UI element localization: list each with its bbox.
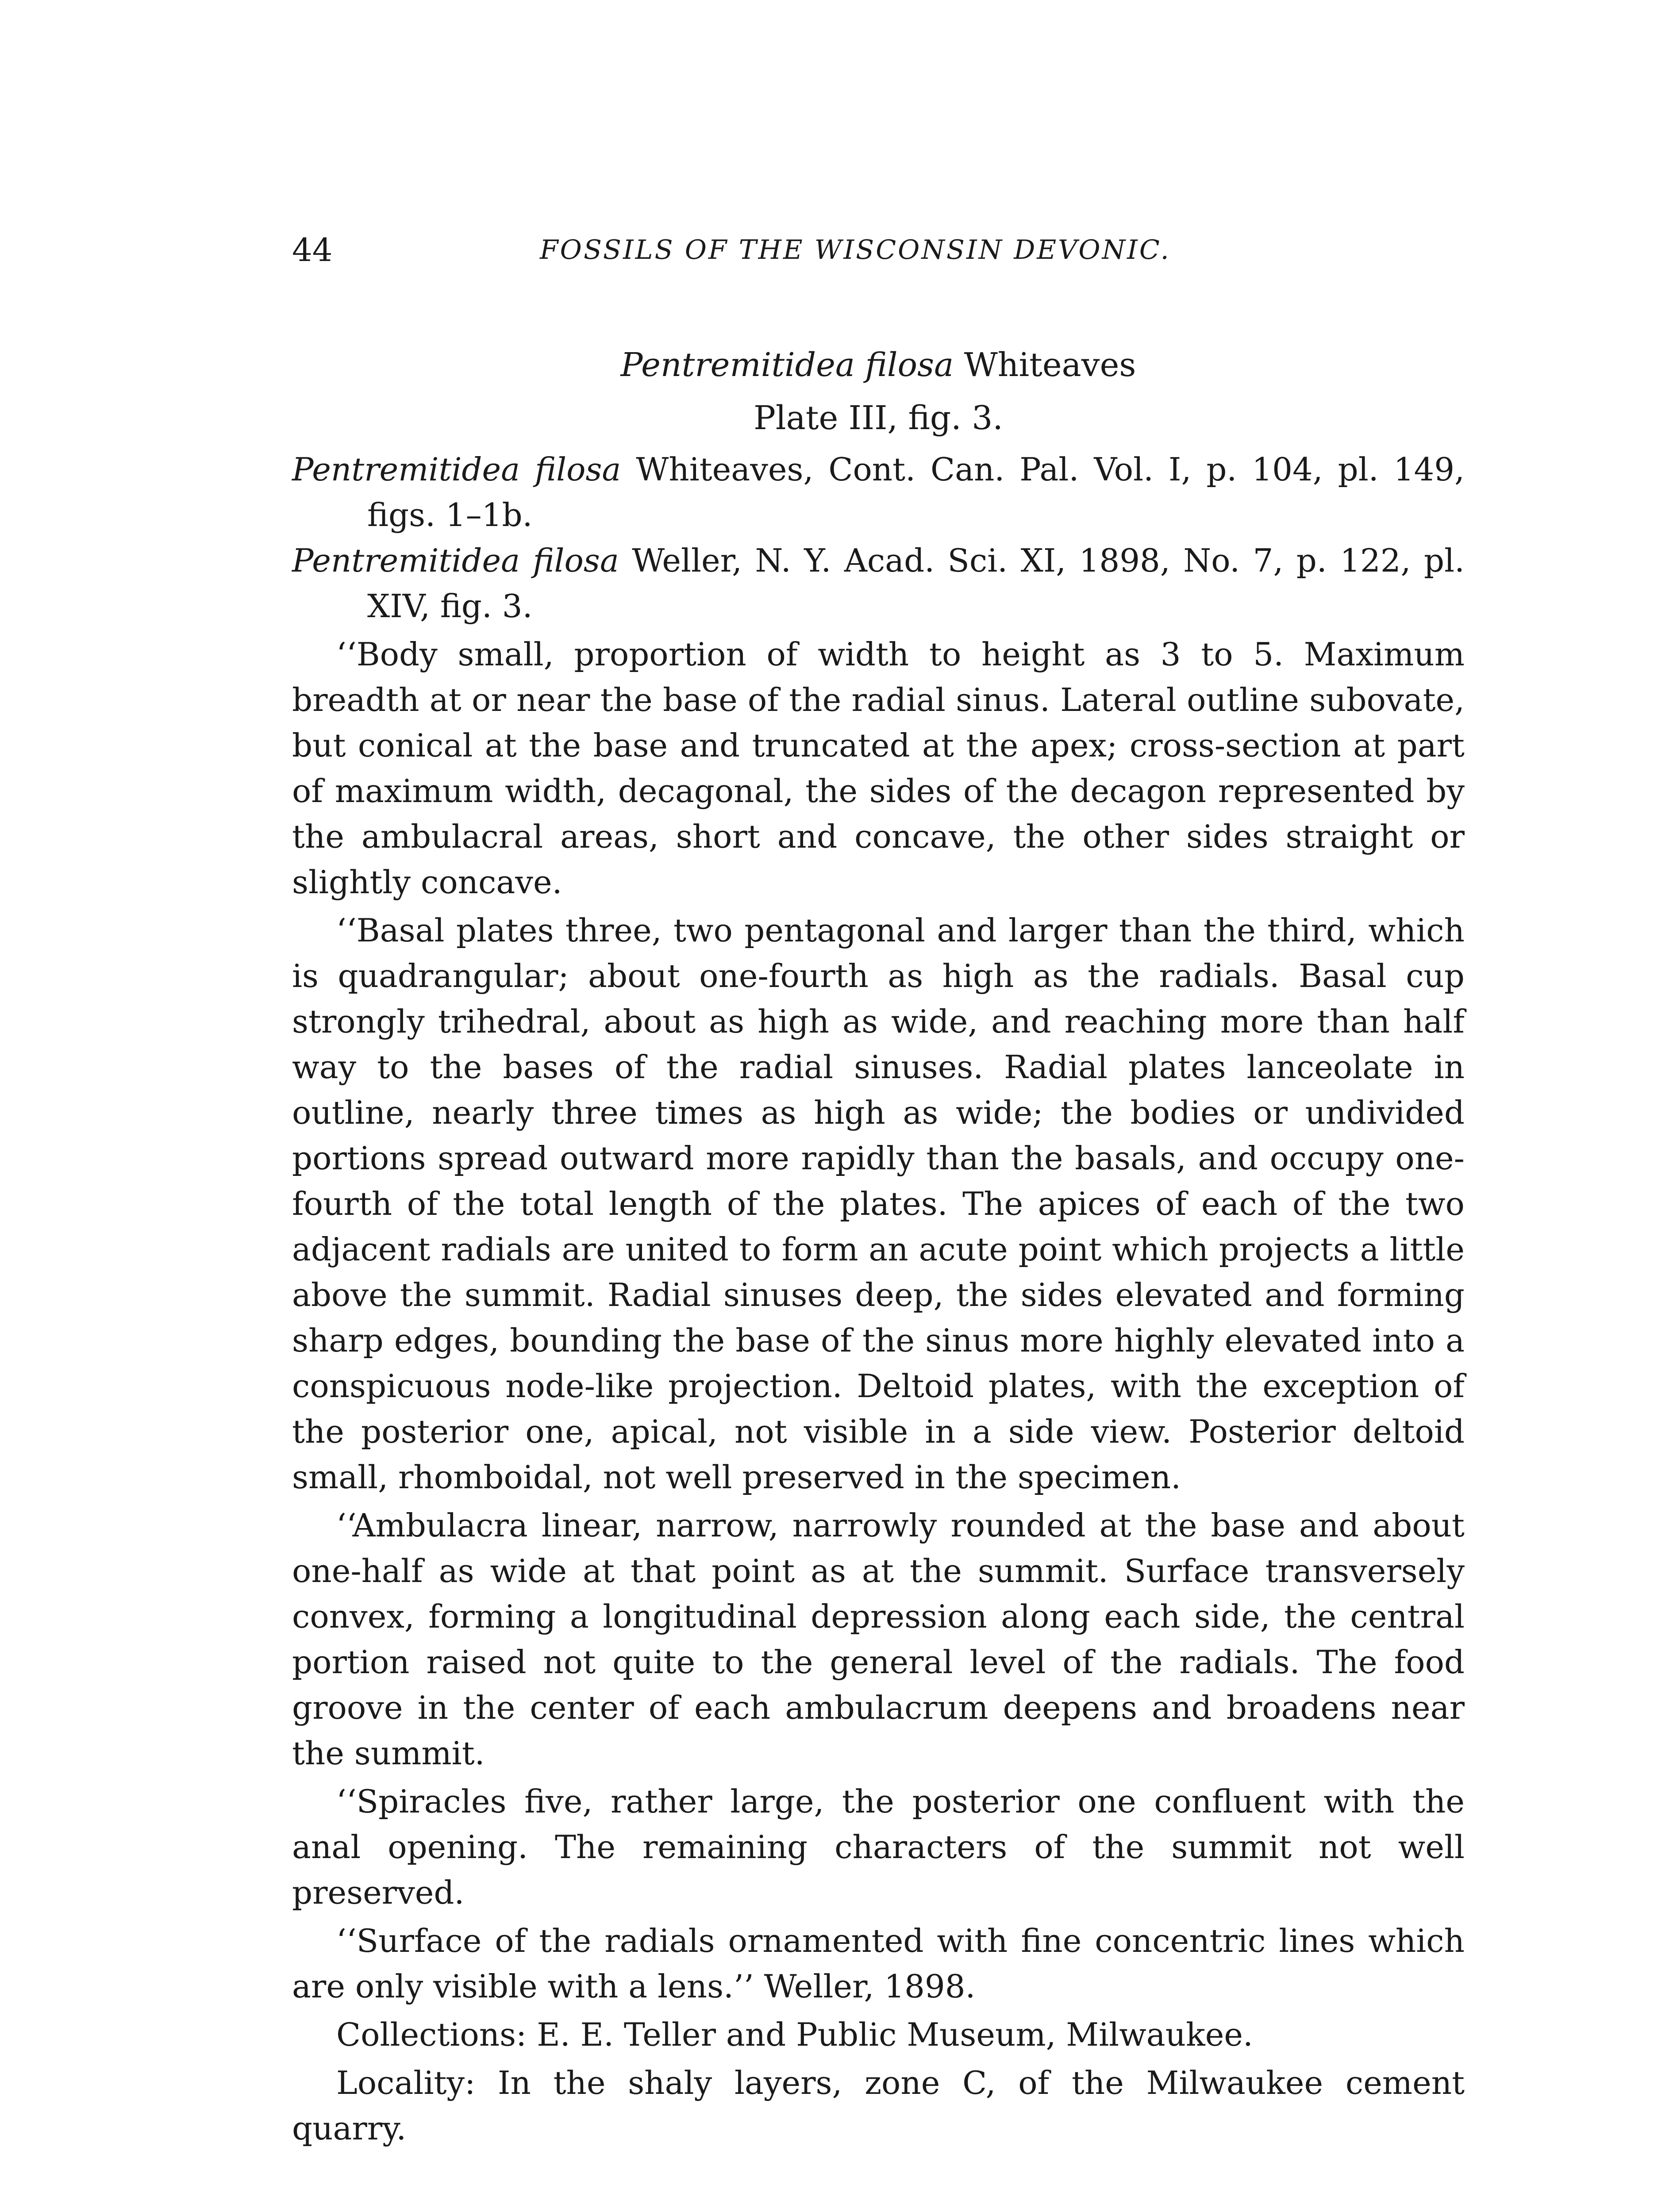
- paragraph-ambulacra: ‘‘Ambulacra linear, narrow, narrowly rounded at the base and about one-half as wide at that point as at the summit. Surface transversely convex, forming a longitudinal depression along each side, the central portion raised not quite to the general level of the radials. The food groove in the center of each ambulacrum deepens and broadens near the summit.: [292, 1507, 1465, 1772]
- synonymy-entry: [292, 447, 1465, 538]
- running-title: FOSSILS OF THE WISCONSIN DEVONIC.: [540, 234, 1171, 265]
- synonymy-name: Pentremitidea filosa: [292, 542, 619, 579]
- species-author: Whiteaves: [964, 346, 1136, 384]
- synonymy-citation: Whiteaves, Cont. Can. Pal. Vol. I, p. 104, pl. 149, figs. 1–1b.: [367, 451, 1465, 534]
- body-text: [292, 447, 1465, 2151]
- page-number: 44: [292, 231, 333, 269]
- synonymy-citation: Weller, N. Y. Acad. Sci. XI, 1898, No. 7, p. 122, pl. XIV, fig. 3.: [367, 542, 1465, 625]
- plate-reference: Plate III, fig. 3.: [754, 399, 1003, 437]
- paragraph-basal-plates: ‘‘Basal plates three, two pentagonal and larger than the third, which is quadrangular; about one-fourth as high as the radials. Basal cup strongly trihedral, about as high as wide, and reaching more than half way to the bases of the radial sinuses. Radial plates lanceolate in outline, nearly three times as high as wide; the bodies or undivided portions spread outward more rapidly than the basals, and occupy one-fourth of the total length of the plates. The apices of each of the two adjacent radials are united to form an acute point which projects a little above the summit. Radial sinuses deep, the sides elevated and forming sharp edges, bounding the base of the sinus more highly elevated into a conspicuous node-like projection. Deltoid plates, with the exception of the posterior one, apical, not visible in a side view. Posterior deltoid small, rhomboidal, not well preserved in the specimen.: [292, 912, 1465, 1496]
- synonymy-entry: [292, 538, 1465, 629]
- paragraph-collections: Collections: E. E. Teller and Public Museum, Milwaukee.: [336, 2016, 1253, 2053]
- paragraph-surface: ‘‘Surface of the radials ornamented with fine concentric lines which are only visible with a lens.’’ Weller, 1898.: [292, 1922, 1465, 2005]
- paragraph-body-description: ‘‘Body small, proportion of width to height as 3 to 5. Maximum breadth at or near the base of the radial sinus. Lateral outline subovate, but conical at the base and truncated at the apex; cross-section at part of maximum width, decagonal, the sides of the decagon represented by the ambulacral areas, short and concave, the other sides straight or slightly concave.: [292, 636, 1465, 901]
- species-heading: [292, 341, 1465, 389]
- synonymy-name: Pentremitidea filosa: [292, 451, 621, 488]
- paragraph-spiracles: ‘‘Spiracles five, rather large, the posterior one confluent with the anal opening. The remaining characters of the summit not well preserved.: [292, 1783, 1465, 1911]
- species-name: Pentremitidea filosa: [620, 346, 954, 384]
- paragraph-locality: Locality: In the shaly layers, zone C, of the Milwaukee cement quarry.: [292, 2064, 1465, 2147]
- page-header: [292, 230, 1465, 270]
